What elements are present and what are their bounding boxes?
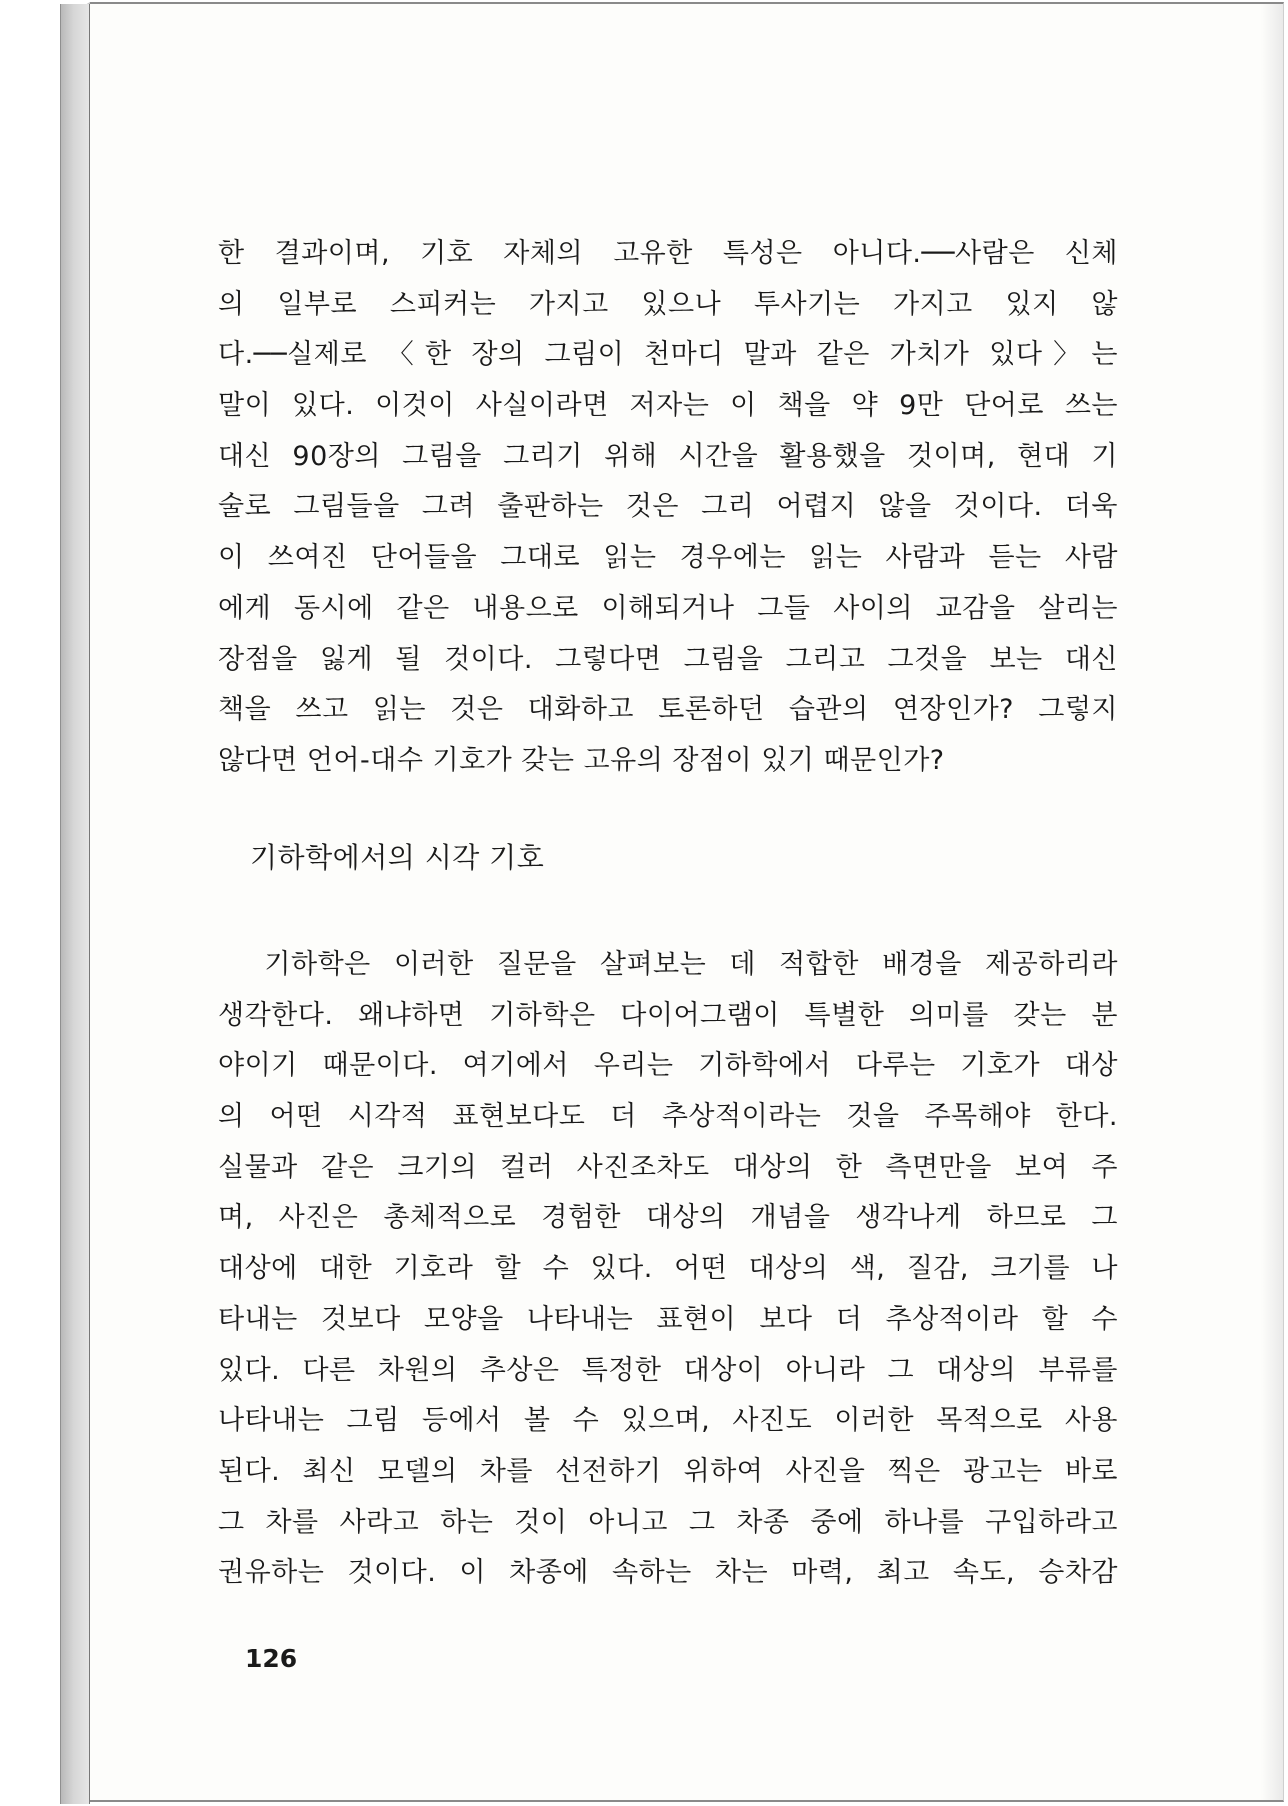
paragraph-1 bbox=[218, 229, 1118, 787]
text-line: 장점을 잃게 될 것이다. 그렇다면 그림을 그리고 그것을 보는 대신 bbox=[218, 643, 1118, 675]
text-line: 타내는 것보다 모양을 나타내는 표현이 보다 더 추상적이라 할 수 bbox=[218, 1303, 1118, 1335]
section-heading: 기하학에서의 시각 기호 bbox=[250, 841, 545, 874]
text-line: 의 일부로 스피커는 가지고 있으나 투사기는 가지고 있지 않 bbox=[218, 288, 1118, 320]
text-line: 권유하는 것이다. 이 차종에 속하는 차는 마력, 최고 속도, 승차감 bbox=[218, 1557, 1118, 1589]
text-line: 책을 쓰고 읽는 것은 대화하고 토론하던 습관의 연장인가? 그렇지 bbox=[218, 694, 1118, 726]
text-line: 나타내는 그림 등에서 볼 수 있으며, 사진도 이러한 목적으로 사용 bbox=[218, 1405, 1118, 1437]
text-line: 한 결과이며, 기호 자체의 고유한 특성은 아니다.──사람은 신체 bbox=[218, 238, 1118, 269]
text-line: 있다. 다른 차원의 추상은 특정한 대상이 아니라 그 대상의 부류를 bbox=[218, 1354, 1118, 1386]
text-line: 다.──실제로 〈한 장의 그림이 천마디 말과 같은 가치가 있다〉는 bbox=[218, 339, 1118, 371]
text-line: 기하학은 이러한 질문을 살펴보는 데 적합한 배경을 제공하리라 bbox=[218, 949, 1118, 980]
page-number: 126 bbox=[245, 1644, 298, 1673]
text-line: 대상에 대한 기호라 할 수 있다. 어떤 대상의 색, 질감, 크기를 나 bbox=[218, 1253, 1118, 1285]
paragraph-2 bbox=[218, 940, 1118, 1599]
text-line: 의 어떤 시각적 표현보다도 더 추상적이라는 것을 주목해야 한다. bbox=[218, 1101, 1118, 1133]
text-line: 생각한다. 왜냐하면 기하학은 다이어그램이 특별한 의미를 갖는 분 bbox=[218, 999, 1118, 1031]
text-line: 술로 그림들을 그려 출판하는 것은 그리 어렵지 않을 것이다. 더욱 bbox=[218, 491, 1118, 523]
text-line: 대신 90장의 그림을 그리기 위해 시간을 활용했을 것이며, 현대 기 bbox=[218, 440, 1118, 472]
text-line: 에게 동시에 같은 내용으로 이해되거나 그들 사이의 교감을 살리는 bbox=[218, 592, 1118, 624]
text-line: 야이기 때문이다. 여기에서 우리는 기하학에서 다루는 기호가 대상 bbox=[218, 1050, 1118, 1082]
text-line: 이 쓰여진 단어들을 그대로 읽는 경우에는 읽는 사람과 듣는 사람 bbox=[218, 542, 1118, 574]
page-edge-shadow bbox=[1261, 4, 1283, 1800]
book-spine bbox=[60, 4, 90, 1804]
book-page bbox=[90, 2, 1284, 1802]
text-line: 며, 사진은 총체적으로 경험한 대상의 개념을 생각나게 하므로 그 bbox=[218, 1202, 1118, 1234]
text-line: 실물과 같은 크기의 컬러 사진조차도 대상의 한 측면만을 보여 주 bbox=[218, 1151, 1118, 1183]
text-line: 그 차를 사라고 하는 것이 아니고 그 차종 중에 하나를 구입하라고 bbox=[218, 1506, 1118, 1538]
text-line: 말이 있다. 이것이 사실이라면 저자는 이 책을 약 9만 단어로 쓰는 bbox=[218, 390, 1118, 422]
text-line: 않다면 언어-대수 기호가 갖는 고유의 장점이 있기 때문인가? bbox=[218, 744, 945, 776]
text-line: 된다. 최신 모델의 차를 선전하기 위하여 사진을 찍은 광고는 바로 bbox=[218, 1455, 1118, 1487]
